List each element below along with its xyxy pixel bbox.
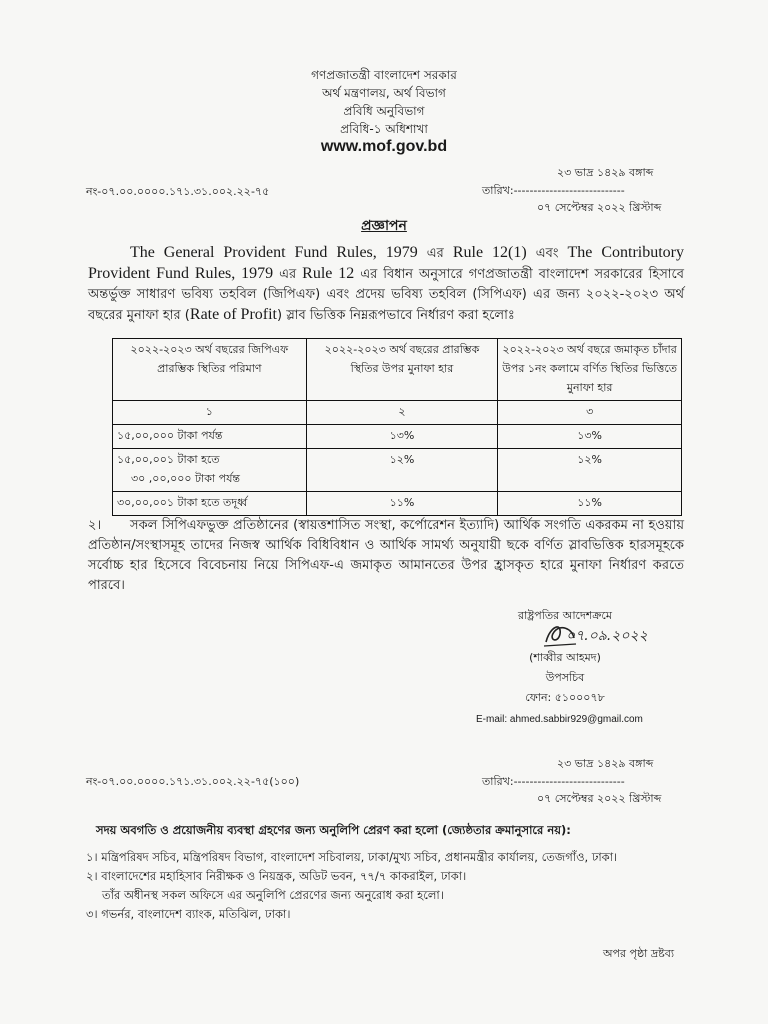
slab-line: ৩০,০০,০০১ টাকা হতে তদূর্ধ্ব: [117, 496, 248, 509]
slab-line: ৩০ ,০০,০০০ টাকা পর্যন্ত: [131, 472, 241, 485]
date-bangla: ২৩ ভাদ্র ১৪২৯ বঙ্গাব্দ: [557, 166, 654, 179]
email-link[interactable]: E-mail: ahmed.sabbir929@gmail.com: [476, 714, 643, 725]
list-item: ২। বাংলাদেশের মহাহিসাব নিরীক্ষক ও নিয়ন্ত্রক, অডিট ভবন, ৭৭/৭ কাকরাইল, ঢাকা।: [86, 869, 467, 883]
header-cell: ২০২২-২০২৩ অর্থ বছরে জমাকৃত চাঁদার উপর ১নং কলামে বর্ণিত স্থিতির ভিত্তিতে মুনাফা হার: [498, 339, 682, 401]
para1-part-10: ) স্লাব ভিত্তিক নিম্নরূপভাবে নির্ধারণ করা হলোঃ: [276, 308, 515, 323]
signature-block: [470, 606, 660, 708]
paragraph-2: [88, 516, 684, 596]
rate-cell: ১৩%: [306, 425, 498, 449]
date-english-2: ০৭ সেপ্টেম্বর ২০২২ খ্রিস্টাব্দ: [537, 792, 662, 805]
slab-line: ১৫,০০,০০১ টাকা হতে: [117, 453, 220, 466]
para2-text: সকল সিপিএফভুক্ত প্রতিষ্ঠানের (স্বায়ত্তশাসিত সংস্থা, কর্পোরেশন ইত্যাদি) আর্থিক সংগতি একরকম না হওয়ায় প্রতিষ্ঠান/সংস্থাসমূহ তাদের নিজস্ব আর্থিক বিধিবিধান ও আর্থিক সামর্থ্য অনুযায়ী ছকে বর্ণিত স্লাবভিত্তিক হারসমূহকে সর্বোচ্চ হার হিসেবে বিবেচনায় নিয়ে সিপিএফ-এ জমাকৃত আমানতের উপর হ্রাসকৃত হারে মুনাফা নির্ধারণ করতে পারবে।: [88, 518, 684, 593]
phone-number: ফোন: ৫১০০০৭৮: [525, 691, 605, 704]
list-item: তাঁর অধীনস্থ সকল অফিসে এর অনুলিপি প্রেরণের জন্য অনুরোধ করা হলো।: [102, 888, 444, 902]
rate-table: [112, 338, 682, 516]
header-line-2: অর্থ মন্ত্রণালয়, অর্থ বিভাগ: [322, 86, 446, 100]
table-row: [113, 425, 682, 449]
header-block: [0, 66, 768, 156]
website-link[interactable]: www.mof.gov.bd: [320, 138, 448, 155]
rate-cell: ১১%: [498, 492, 682, 516]
signature-area: [470, 626, 660, 648]
para2-number: ২।: [88, 518, 102, 533]
rate-cell: ১১%: [306, 492, 498, 516]
column-number: ২: [306, 401, 498, 425]
header-cell: ২০২২-২০২৩ অর্থ বছরের প্রারম্ভিক স্থিতির উপর মুনাফা হার: [306, 339, 498, 401]
memo-number-2: নং-০৭.০০.০০০০.১৭১.৩১.০০২.২২-৭৫(১০০): [86, 775, 300, 788]
para1-part-2: এর: [417, 246, 453, 261]
header-cell: ২০২২-২০২৩ অর্থ বছরের জিপিএফ প্রারম্ভিক স্থিতির পরিমাণ: [113, 339, 307, 401]
slab-cell: [113, 425, 307, 449]
slab-cell: [113, 492, 307, 516]
header-line-4: প্রবিধি-১ অধিশাখা: [340, 122, 428, 136]
date-label: তারিখ:----------------------------: [482, 184, 625, 197]
signatory-name: (শাব্বীর আহমদ): [529, 651, 601, 664]
para1-part-1: The General Provident Fund Rules, 1979: [130, 244, 418, 261]
table-row: [113, 449, 682, 492]
paragraph-1: [88, 243, 684, 326]
page-title: প্রজ্ঞাপন: [361, 218, 407, 234]
para1-part-8: এর বিধান অনুসারে গণপ্রজাতন্ত্রী বাংলাদেশ সরকারের হিসাবে অন্তর্ভুক্ত সাধারণ ভবিষ্য তহবিল (জিপিএফ) এবং প্রদেয় ভবিষ্য তহবিল (সিপিএফ) এর জন্য ২০২২-২০২৩ অর্থ বছরের মুনাফা হার (: [88, 267, 685, 323]
presidential-order: রাষ্ট্রপতির আদেশক্রমে: [518, 609, 612, 622]
slab-line: ১৫,০০,০০০ টাকা পর্যন্ত: [117, 429, 223, 442]
table-header-row: [113, 339, 682, 401]
header-line-1: গণপ্রজাতন্ত্রী বাংলাদেশ সরকার: [311, 68, 457, 82]
date-bangla-2: ২৩ ভাদ্র ১৪২৯ বঙ্গাব্দ: [557, 757, 654, 770]
handwritten-date: ০৭.০৯.২০২২: [566, 628, 648, 644]
rate-cell: ১৩%: [498, 425, 682, 449]
distribution-list: [86, 848, 706, 924]
list-item: ৩। গভর্নর, বাংলাদেশ ব্যাংক, মতিঝিল, ঢাকা।: [86, 907, 291, 921]
distribution-heading: সদয় অবগতি ও প্রয়োজনীয় ব্যবস্থা গ্রহণের জন্য অনুলিপি প্রেরণ করা হলো (জ্যেষ্ঠতার ক্রমানুসারে নয়):: [96, 823, 571, 837]
para1-part-3: Rule 12(1): [452, 244, 527, 261]
rate-cell: ১২%: [306, 449, 498, 492]
para1-part-5: The Contributory Provident Fund Rules, 1979: [88, 244, 684, 282]
column-number: ১: [113, 401, 307, 425]
para1-part-4: এবং: [526, 246, 568, 261]
signatory-designation: উপসচিব: [545, 671, 585, 684]
date-label-2: তারিখ:----------------------------: [482, 775, 625, 788]
column-number: ৩: [498, 401, 682, 425]
memo-number: নং-০৭.০০.০০০০.১৭১.৩১.০০২.২২-৭৫: [86, 185, 270, 198]
para1-part-9: Rate of Profit: [189, 306, 277, 323]
rate-cell: ১২%: [498, 449, 682, 492]
column-number-row: [113, 401, 682, 425]
footer-note: অপর পৃষ্ঠা দ্রষ্টব্য: [603, 947, 675, 960]
para1-part-7: Rule 12: [302, 265, 355, 282]
list-item: ১। মন্ত্রিপরিষদ সচিব, মন্ত্রিপরিষদ বিভাগ, বাংলাদেশ সচিবালয়, ঢাকা/মুখ্য সচিব, প্রধানমন্ত্রীর কার্যালয়, তেজগাঁও, ঢাকা।: [86, 850, 618, 864]
table-row: [113, 492, 682, 516]
header-line-3: প্রবিধি অনুবিভাগ: [343, 104, 425, 118]
slab-cell: [113, 449, 307, 492]
para1-part-6: এর: [273, 267, 303, 282]
date-english: ০৭ সেপ্টেম্বর ২০২২ খ্রিস্টাব্দ: [537, 201, 662, 214]
